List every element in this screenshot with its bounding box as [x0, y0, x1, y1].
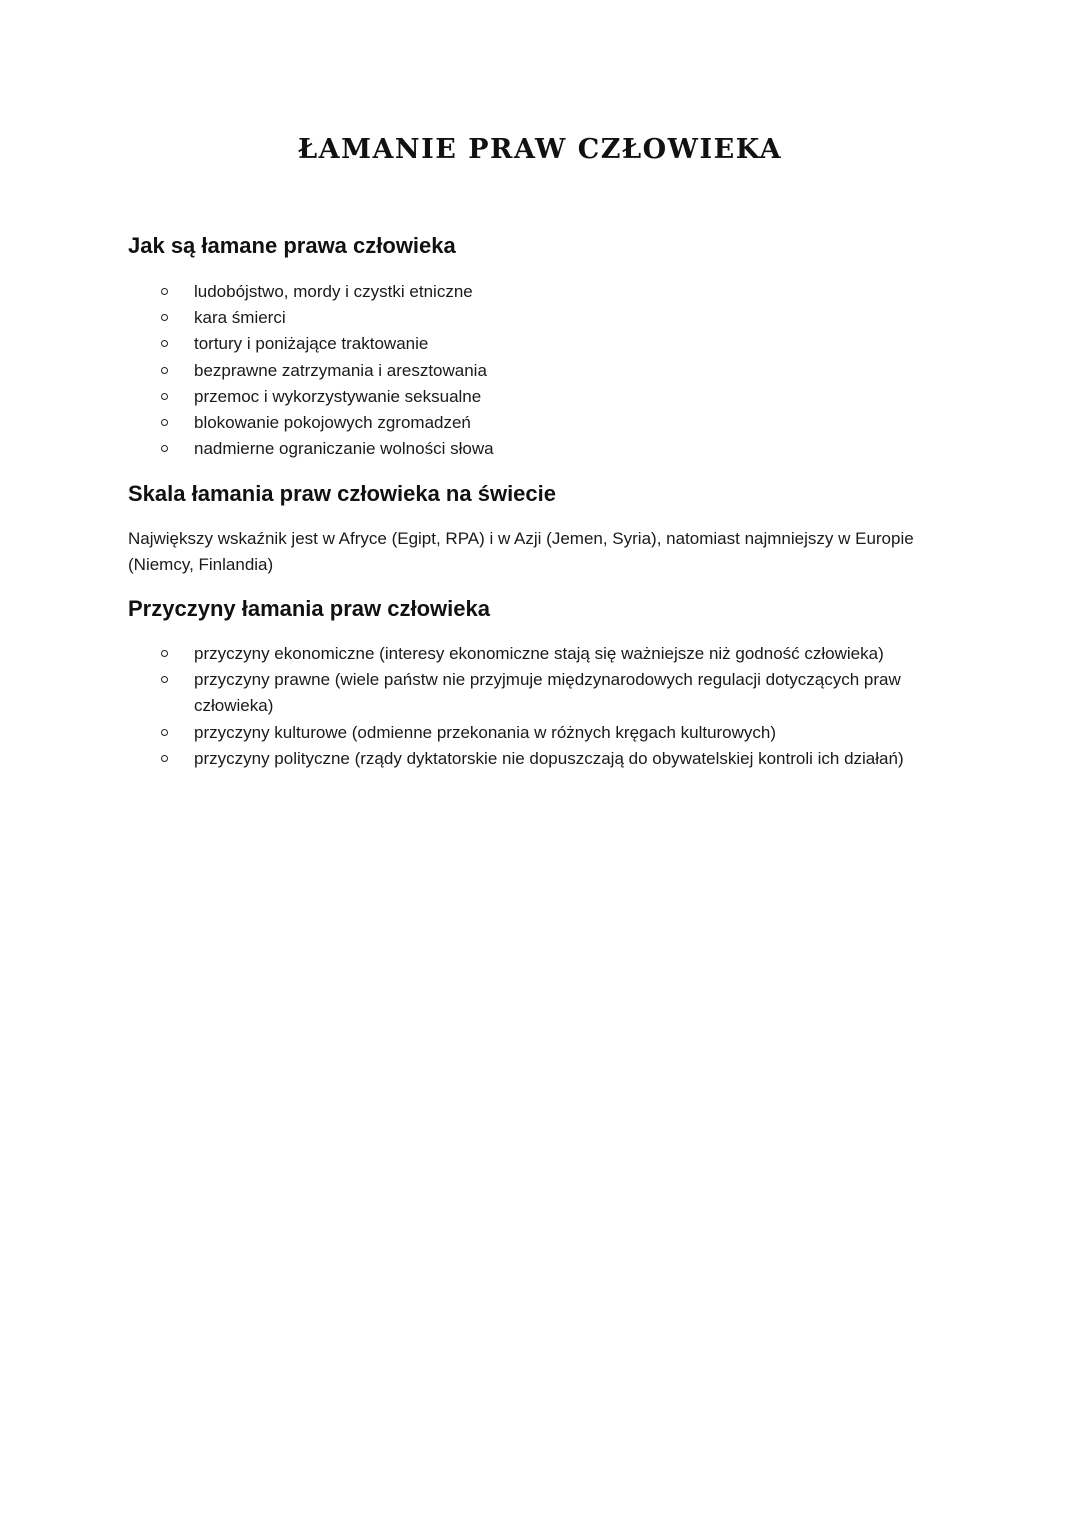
list-item-text: tortury i poniżające traktowanie [194, 334, 429, 354]
violations-list [128, 279, 948, 462]
list-item [128, 358, 948, 384]
list-item-text: nadmierne ograniczanie wolności słowa [194, 439, 494, 459]
list-item-text: przyczyny prawne (wiele państw nie przyjmuje międzynarodowych regulacji dotyczących praw człowieka) [194, 670, 901, 716]
scale-paragraph: Największy wskaźnik jest w Afryce (Egipt, RPA) i w Azji (Jemen, Syria), natomiast najmniejszy w Europie (Niemcy, Finlandia) [128, 529, 914, 574]
list-item [128, 331, 948, 357]
list-item [128, 746, 928, 772]
list-item-text: przyczyny ekonomiczne (interesy ekonomiczne stają się ważniejsze niż godność człowieka) [194, 644, 884, 663]
circle-bullet-icon [161, 393, 168, 400]
list-item [128, 720, 928, 746]
circle-bullet-icon [161, 314, 168, 321]
circle-bullet-icon [161, 650, 168, 657]
list-item [128, 410, 948, 436]
list-item-text: blokowanie pokojowych zgromadzeń [194, 413, 471, 433]
causes-list [128, 641, 928, 772]
circle-bullet-icon [161, 288, 168, 295]
list-item [128, 279, 948, 305]
circle-bullet-icon [161, 445, 168, 452]
section-heading-causes: Przyczyny łamania praw człowieka [128, 596, 490, 621]
list-item-text: bezprawne zatrzymania i aresztowania [194, 360, 487, 380]
list-item-text: przyczyny polityczne (rządy dyktatorskie nie dopuszczają do obywatelskiej kontroli ich działań) [194, 748, 904, 768]
list-item [128, 641, 928, 667]
circle-bullet-icon [161, 729, 168, 736]
list-item [128, 384, 948, 410]
section-heading-scale: Skala łamania praw człowieka na świecie [128, 481, 557, 506]
list-item [128, 436, 948, 462]
circle-bullet-icon [161, 340, 168, 347]
document-title: ŁAMANIE PRAW CZŁOWIEKA [297, 134, 783, 165]
circle-bullet-icon [161, 676, 168, 683]
list-item-text: przyczyny kulturowe (odmienne przekonania w różnych kręgach kulturowych) [194, 722, 777, 742]
section-heading-violations: Jak są łamane prawa człowieka [128, 233, 456, 258]
list-item [128, 305, 948, 331]
list-item-text: kara śmierci [194, 308, 286, 328]
list-item [128, 667, 928, 719]
list-item-text: przemoc i wykorzystywanie seksualne [194, 386, 482, 406]
circle-bullet-icon [161, 755, 168, 762]
list-item-text: ludobójstwo, mordy i czystki etniczne [194, 282, 473, 301]
circle-bullet-icon [161, 419, 168, 426]
circle-bullet-icon [161, 367, 168, 374]
